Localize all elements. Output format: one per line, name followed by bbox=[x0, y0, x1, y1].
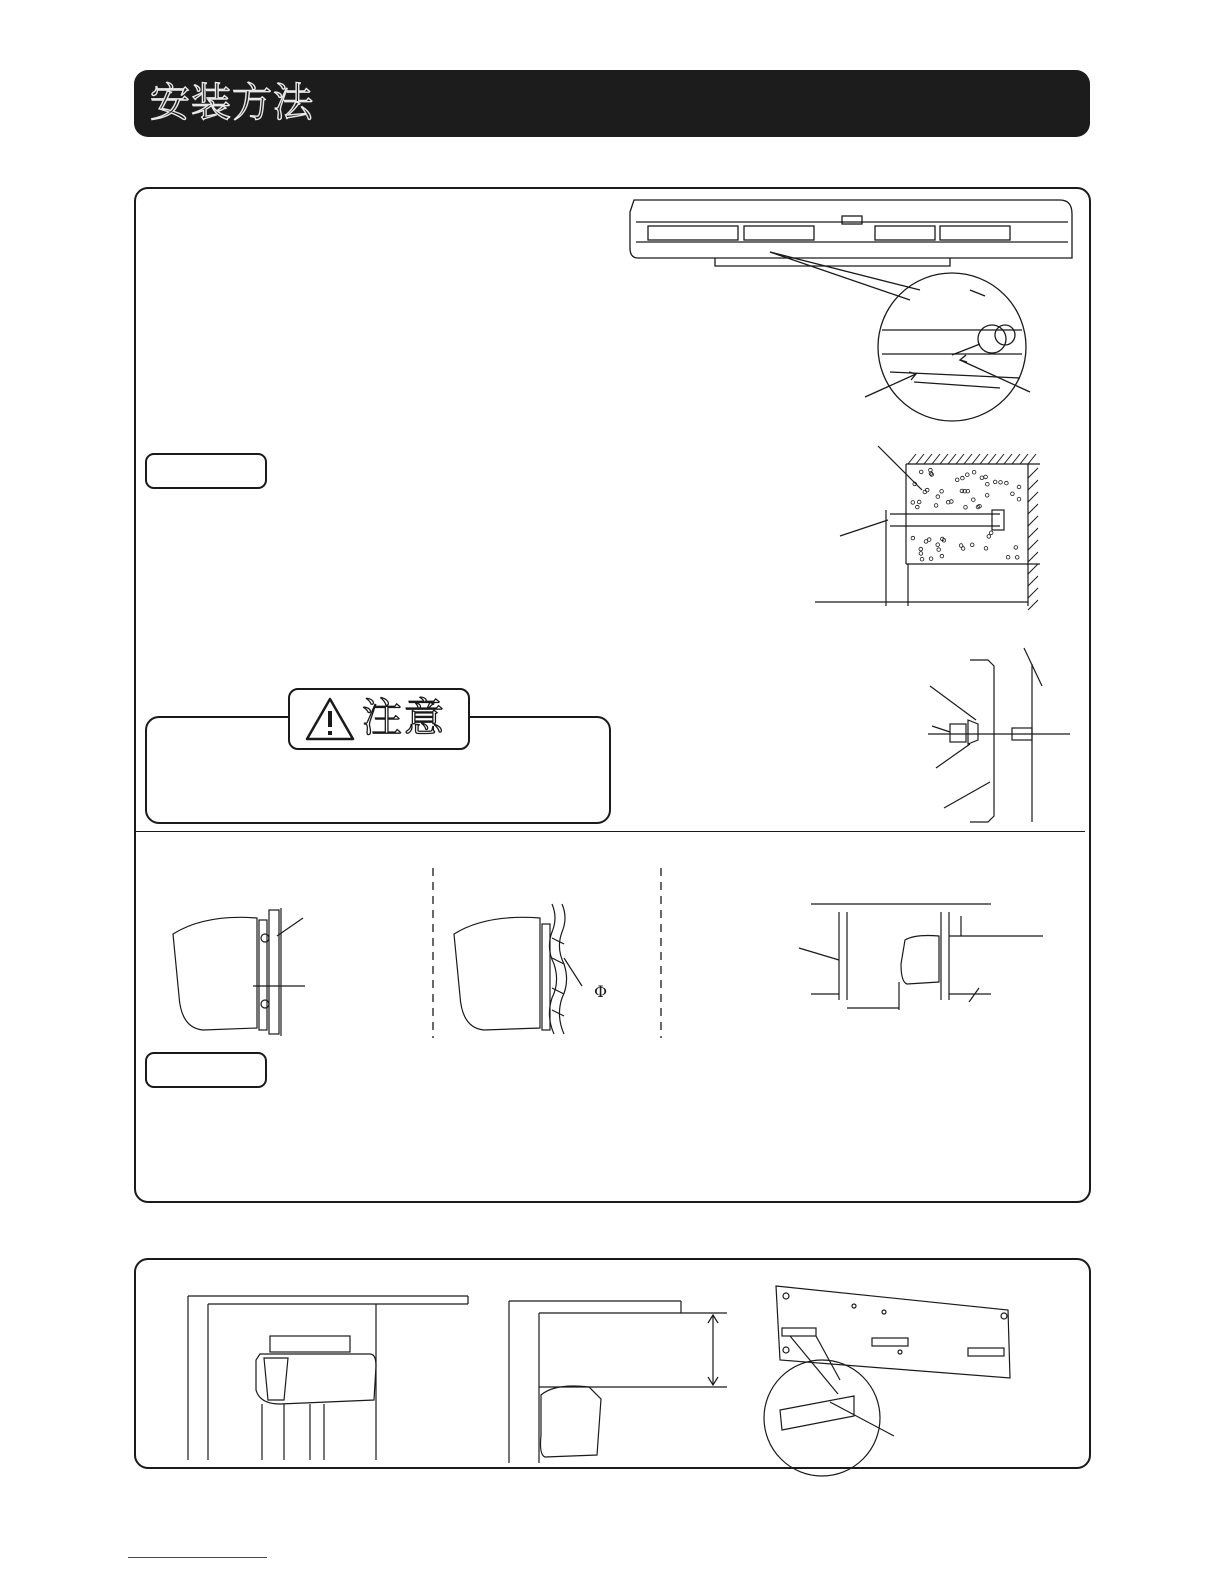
unit-wood-wall-figure bbox=[448, 898, 588, 1038]
panel-divider bbox=[136, 831, 1085, 832]
ceiling-recess-figure bbox=[795, 892, 1055, 1022]
mounting-plate-figure bbox=[760, 1280, 1020, 1465]
section-title-bar bbox=[134, 70, 1090, 137]
note-label-pill bbox=[145, 453, 267, 489]
note-label-pill-2 bbox=[145, 1052, 267, 1088]
unit-under-ceiling-figure bbox=[180, 1290, 480, 1465]
diameter-symbol: Φ bbox=[594, 982, 608, 1001]
caution-label: 注意 bbox=[362, 695, 446, 741]
caution-header bbox=[288, 688, 470, 750]
bolt-bracket-wall-figure bbox=[920, 640, 1060, 830]
dashed-separator bbox=[428, 868, 438, 1038]
unit-bracket-side-figure bbox=[165, 900, 315, 1035]
footer-rule bbox=[128, 1557, 267, 1558]
wall-anchor-section-figure bbox=[810, 440, 1050, 615]
page-title: 安装方法 bbox=[150, 80, 314, 126]
warning-triangle-icon bbox=[304, 696, 356, 742]
dashed-separator-2 bbox=[656, 868, 666, 1038]
unit-screw-removal-figure bbox=[620, 192, 1080, 432]
clearance-dimension-figure bbox=[505, 1295, 735, 1465]
